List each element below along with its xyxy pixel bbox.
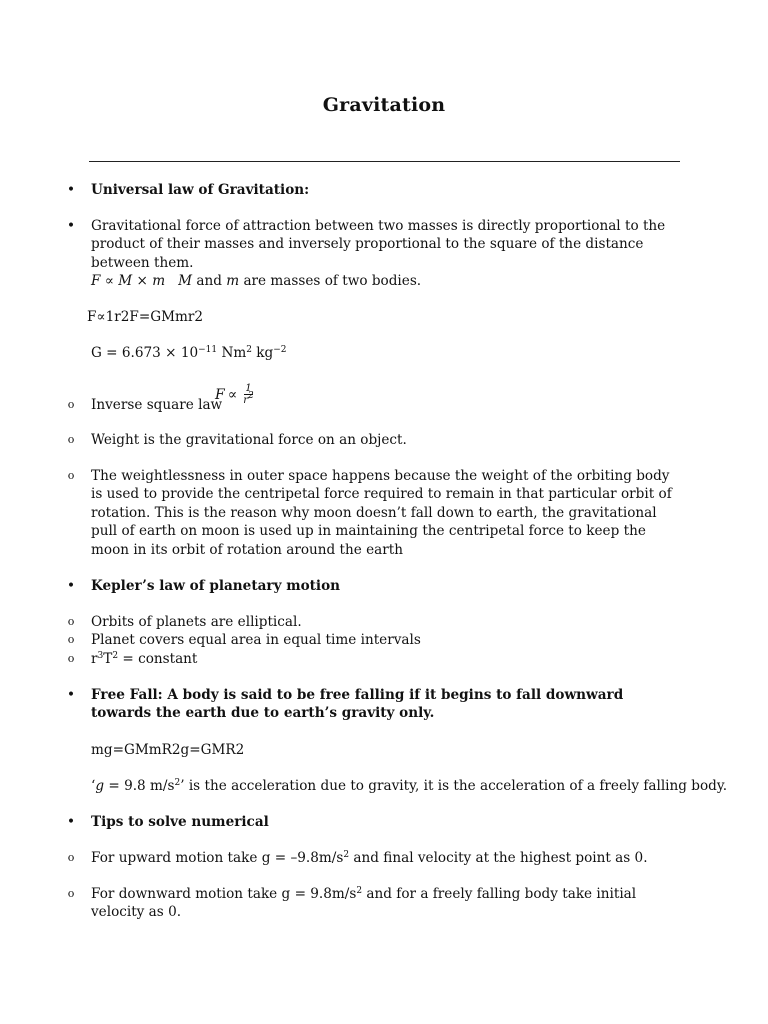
bullet-circle-icon: o <box>67 633 75 646</box>
section-heading: Tips to solve numerical <box>91 814 269 830</box>
formula-mass-lhs: F ∝ M × m <box>91 273 166 289</box>
bullet-disc-icon: • <box>66 687 76 703</box>
g-accel-exp: 2 <box>174 778 181 788</box>
g-constant-unit1-exp: 2 <box>246 345 252 355</box>
bullet-circle-icon: o <box>67 851 75 864</box>
inverse-formula-den-wrap <box>243 391 254 406</box>
g-constant-unit1: Nm <box>217 345 247 361</box>
tip-up-1: For upward motion take g = –9.8m/s <box>91 850 344 866</box>
g-constant-prefix: G = 6.673 × 10 <box>91 345 199 361</box>
bullet-disc-icon: • <box>66 182 76 198</box>
formula-force: F∝1r2F=GMmr2 <box>87 309 204 325</box>
g-accel-text <box>91 777 727 795</box>
tip-down-2: and for a freely falling body take initial velocity as 0. <box>91 886 637 921</box>
bullet-circle-icon: o <box>67 615 75 628</box>
g-constant <box>91 344 287 362</box>
paragraph: Gravitational force of attraction between two masses is directly proportional to the product of their masses and inversely proportional to the square of the distance between them. <box>91 218 666 271</box>
kepler-3-r-exp: 3 <box>97 651 104 661</box>
g-constant-exp: −11 <box>198 345 218 355</box>
inverse-formula-prop: ∝ <box>227 386 238 403</box>
inverse-formula-den-exp: 2 <box>247 391 254 401</box>
tip-up-2: and final velocity at the highest point as 0. <box>349 850 648 866</box>
inverse-square-formula <box>215 383 254 406</box>
g-accel-open: ‘ <box>91 778 96 794</box>
list-item-text <box>91 885 681 922</box>
bullet-circle-icon: o <box>67 652 75 665</box>
formula-mass <box>91 272 421 290</box>
kepler-3-t-exp: 2 <box>112 651 119 661</box>
page-title: Gravitation <box>322 94 446 116</box>
bullet-circle-icon: o <box>67 887 75 900</box>
list-item-text <box>91 849 681 867</box>
formula-mass-and: and <box>192 273 227 289</box>
bullet-circle-icon: o <box>67 398 75 411</box>
formula-mass-var-small-m: m <box>226 273 240 289</box>
mg-formula: mg=GMmR2g=GMR2 <box>91 742 245 758</box>
section-heading: Universal law of Gravitation: <box>91 182 310 198</box>
kepler-3-t: T <box>103 651 113 667</box>
g-accel-value: = 9.8 m/s <box>104 778 175 794</box>
tip-up-exp: 2 <box>343 850 350 860</box>
formula-mass-desc: are masses of two bodies. <box>239 273 422 289</box>
list-item-text <box>91 650 681 668</box>
bullet-disc-icon: • <box>66 814 76 830</box>
list-item-text: Planet covers equal area in equal time intervals <box>91 632 421 648</box>
paragraph: Weight is the gravitational force on an object. <box>91 432 407 448</box>
title-divider <box>89 161 680 162</box>
inverse-formula-fraction <box>243 383 254 406</box>
g-constant-unit2-exp: −2 <box>273 345 287 355</box>
bullet-disc-icon: • <box>66 578 76 594</box>
paragraph: The weightlessness in outer space happens because the weight of the orbiting body is used to provide the centripetal force required to remain in that particular orbit of rotation. This is the reason why moon doesn’t fall down to earth, the gravitational pull of earth on moon is used up in maintaining the centripetal force to keep the moon in its orbit of rotation around the earth <box>91 468 672 558</box>
tip-down-1: For downward motion take g = 9.8m/s <box>91 886 357 902</box>
g-constant-unit2: kg <box>251 345 274 361</box>
kepler-3-r: r <box>91 651 98 667</box>
inverse-formula-num: 1 <box>245 383 252 394</box>
list-item-text: Orbits of planets are elliptical. <box>91 614 302 630</box>
inverse-square-label: Inverse square law <box>91 397 223 413</box>
bullet-circle-icon: o <box>67 469 75 482</box>
bullet-circle-icon: o <box>67 433 75 446</box>
section-heading: Kepler’s law of planetary motion <box>91 578 341 594</box>
inverse-formula-f: F <box>215 386 225 403</box>
bullet-disc-icon: • <box>66 218 76 234</box>
section-heading: Free Fall: A body is said to be free falling if it begins to fall downward towards the earth due to earth’s gravity only. <box>91 687 624 722</box>
kepler-3-rest: = constant <box>118 651 198 667</box>
tip-down-exp: 2 <box>356 886 363 896</box>
inverse-formula-den: r <box>243 395 248 406</box>
formula-mass-var-m: M <box>178 273 193 289</box>
g-accel-rest: is the acceleration due to gravity, it is the acceleration of a freely falling body. <box>184 778 728 794</box>
g-accel-close: ’ <box>180 778 185 794</box>
g-accel-g: g <box>95 778 105 794</box>
